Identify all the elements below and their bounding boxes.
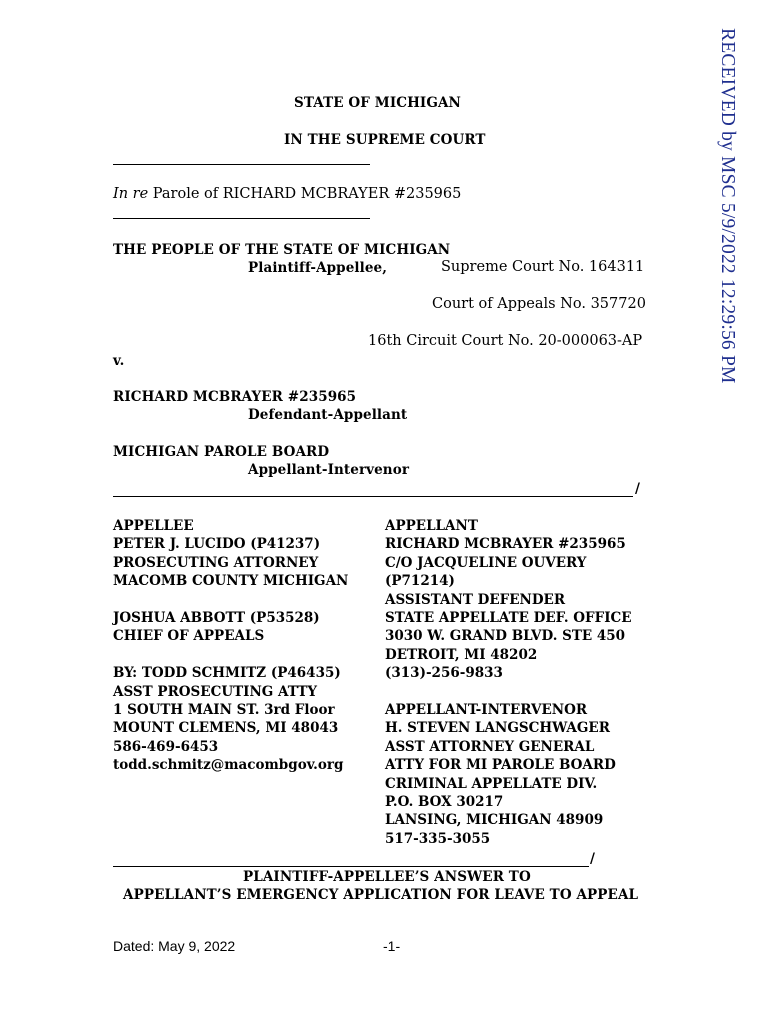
court-heading: IN THE SUPREME COURT bbox=[284, 132, 486, 148]
appellant-line: APPELLANT bbox=[385, 518, 478, 534]
intervenor-role: Appellant-Intervenor bbox=[248, 462, 410, 478]
title-line-2: APPELLANT’S EMERGENCY APPLICATION FOR LEAVE TO APPEAL bbox=[123, 887, 639, 903]
title-slash: / bbox=[590, 851, 596, 867]
caption-slash: / bbox=[635, 481, 641, 497]
intervenor-name: MICHIGAN PAROLE BOARD bbox=[113, 444, 330, 460]
in-re-line bbox=[113, 186, 461, 202]
appellee-line: APPELLEE bbox=[113, 518, 194, 534]
appellee-line: MOUNT CLEMENS, MI 48043 bbox=[113, 720, 339, 737]
dated-line: Dated: May 9, 2022 bbox=[113, 938, 236, 954]
intervenor-line: 517-335-3055 bbox=[385, 830, 491, 847]
intervenor-line: ATTY FOR MI PAROLE BOARD bbox=[385, 757, 616, 774]
appellee-line: MACOMB COUNTY MICHIGAN bbox=[113, 573, 349, 590]
court-of-appeals-number: Court of Appeals No. 357720 bbox=[432, 296, 646, 312]
divider-2 bbox=[113, 218, 370, 219]
appellant-block bbox=[385, 517, 632, 848]
intervenor-line: ASST ATTORNEY GENERAL bbox=[385, 738, 595, 755]
appellant-line: 3030 W. GRAND BLVD. STE 450 bbox=[385, 628, 626, 645]
appellee-line: BY: TODD SCHMITZ (P46435) bbox=[113, 665, 341, 682]
appellant-line: RICHARD MCBRAYER #235965 bbox=[385, 536, 626, 553]
versus: v. bbox=[113, 353, 125, 369]
plaintiff-name: THE PEOPLE OF THE STATE OF MICHIGAN bbox=[113, 242, 451, 258]
state-heading: STATE OF MICHIGAN bbox=[294, 95, 461, 111]
page-number: -1- bbox=[383, 938, 401, 954]
appellee-email[interactable]: todd.schmitz@macombgov.org bbox=[113, 757, 344, 774]
appellee-line: 1 SOUTH MAIN ST. 3rd Floor bbox=[113, 702, 335, 719]
appellant-line: DETROIT, MI 48202 bbox=[385, 646, 538, 663]
appellant-line: (P71214) bbox=[385, 573, 455, 590]
plaintiff-role: Plaintiff-Appellee, bbox=[248, 260, 388, 276]
appellant-line: STATE APPELLATE DEF. OFFICE bbox=[385, 610, 632, 627]
appellant-line: ASSISTANT DEFENDER bbox=[385, 591, 566, 608]
intervenor-line: APPELLANT-INTERVENOR bbox=[385, 702, 588, 719]
defendant-name: RICHARD MCBRAYER #235965 bbox=[113, 389, 357, 405]
in-re-text: Parole of RICHARD MCBRAYER #235965 bbox=[148, 186, 462, 202]
intervenor-line: P.O. BOX 30217 bbox=[385, 794, 504, 811]
supreme-court-number: Supreme Court No. 164311 bbox=[441, 259, 645, 275]
appellant-line: C/O JACQUELINE OUVERY bbox=[385, 554, 587, 571]
appellee-line: JOSHUA ABBOTT (P53528) bbox=[113, 610, 320, 627]
appellee-line: PROSECUTING ATTORNEY bbox=[113, 554, 319, 571]
appellee-line: PETER J. LUCIDO (P41237) bbox=[113, 536, 321, 553]
defendant-role: Defendant-Appellant bbox=[248, 407, 408, 423]
appellant-line: (313)-256-9833 bbox=[385, 665, 503, 682]
in-re-prefix: In re bbox=[113, 186, 149, 202]
appellee-line: ASST PROSECUTING ATTY bbox=[113, 683, 318, 700]
intervenor-line: LANSING, MICHIGAN 48909 bbox=[385, 812, 604, 829]
appellee-block bbox=[113, 517, 348, 775]
title-divider bbox=[113, 866, 589, 867]
appellee-line: CHIEF OF APPEALS bbox=[113, 628, 265, 645]
intervenor-line: H. STEVEN LANGSCHWAGER bbox=[385, 720, 610, 737]
appellee-line: 586-469-6453 bbox=[113, 738, 219, 755]
caption-divider bbox=[113, 496, 633, 497]
divider-1 bbox=[113, 164, 370, 165]
intervenor-line: CRIMINAL APPELLATE DIV. bbox=[385, 775, 598, 792]
circuit-court-number: 16th Circuit Court No. 20-000063-AP bbox=[368, 333, 643, 349]
received-stamp: RECEIVED by MSC 5/9/2022 12:29:56 PM bbox=[717, 28, 738, 384]
title-line-1: PLAINTIFF-APPELLEE’S ANSWER TO bbox=[243, 869, 531, 885]
